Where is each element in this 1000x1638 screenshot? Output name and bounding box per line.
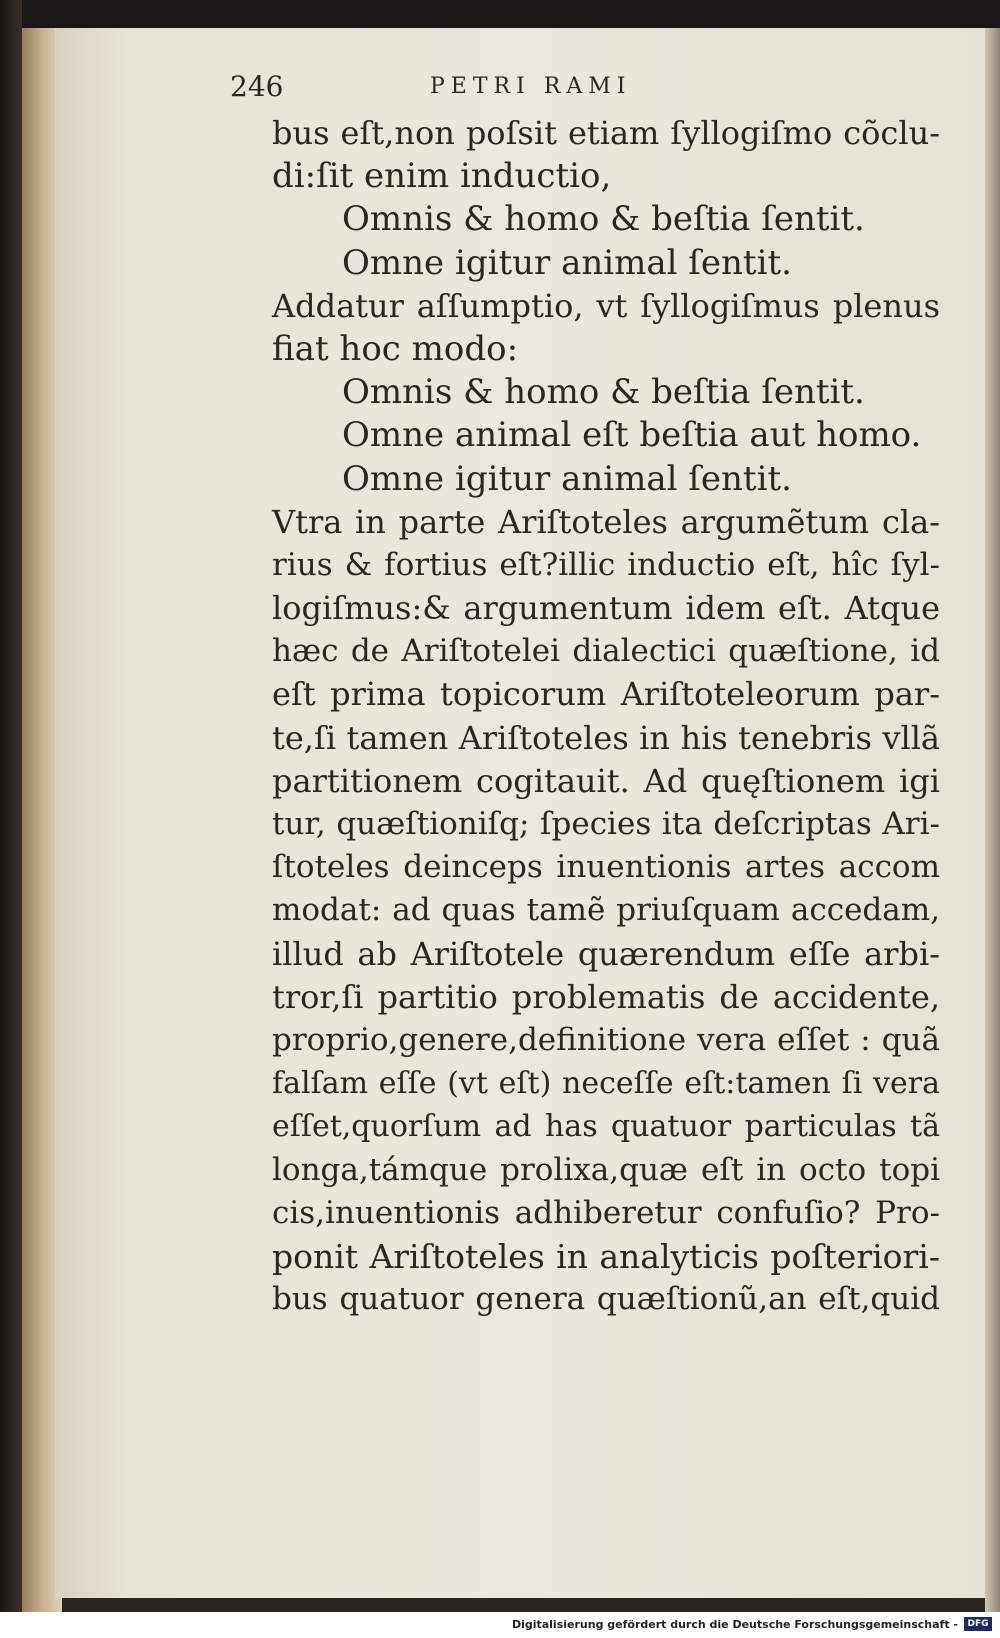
text-line: falſam eſſe (vt eſt) neceſſe eſt:tamen ſi vera <box>272 1066 940 1102</box>
text-line: modat: ad quas tamẽ priuſquam accedam, <box>272 892 940 929</box>
page-number: 246 <box>230 70 284 103</box>
body-text <box>272 112 940 1321</box>
text-line: bus quatuor genera quæſtionũ,an eſt,quid <box>272 1281 940 1318</box>
verse-line: Omne animal eſt beſtia aut homo. <box>342 415 922 456</box>
text-line: Addatur aſſumptio, vt ſyllogiſmus plenus <box>272 286 940 325</box>
dfg-logo: DFG <box>964 1617 992 1631</box>
text-line: rius & fortius eſt?illic inductio eſt, hîc ſyl- <box>272 546 940 583</box>
text-line: longa,támque prolixa,quæ eſt in octo topi <box>272 1151 940 1188</box>
verse-line: Omnis & homo & beſtia ſentit. <box>342 199 865 240</box>
text-line: ponit Ariſtoteles in analyticis poſteriori- <box>272 1236 940 1276</box>
text-line: bus eſt,non poſsit etiam ſyllogiſmo cõclu- <box>272 114 940 152</box>
verse-line: Omne igitur animal ſentit. <box>342 458 792 499</box>
running-head: PETRI RAMI <box>430 74 632 99</box>
text-line: ſtoteles deinceps inuentionis artes accom <box>272 849 940 886</box>
text-line: fiat hoc modo: <box>272 328 519 369</box>
verse-line: Omne igitur animal ſentit. <box>342 242 792 283</box>
scan-background-left <box>0 0 22 1638</box>
text-line: eſſet,quorſum ad has quatuor particulas tã <box>272 1109 940 1145</box>
text-line: te,ſi tamen Ariſtoteles in his tenebris vllã <box>272 718 940 757</box>
text-line: hæc de Ariſtotelei dialectici quæſtione, id <box>272 633 940 670</box>
text-line: tror,ſi partitio problematis de accidente, <box>272 977 940 1016</box>
page-header <box>230 68 930 108</box>
text-line: logiſmus:& argumentum idem eſt. Atque <box>272 589 940 628</box>
text-line: partitionem cogitauit. Ad quęſtionem igi <box>272 761 940 800</box>
digitization-credit: Digitalisierung gefördert durch die Deutsche Forschungsgemeinschaft - <box>511 1618 958 1631</box>
text-line: tur, quæſtioniſq; ſpecies ita deſcriptas Ari- <box>272 806 940 842</box>
scan-background-top <box>0 0 1000 30</box>
text-line: eſt prima topicorum Ariſtoteleorum par- <box>272 675 940 714</box>
facing-page-edge <box>985 28 1000 1618</box>
text-line: Vtra in parte Ariſtoteles argumẽtum cla- <box>272 502 940 541</box>
verse-line: Omnis & homo & beſtia ſentit. <box>342 372 865 413</box>
text-line: di:ſit enim inductio, <box>272 156 612 197</box>
text-line: cis,inuentionis adhiberetur confuſio? Pro- <box>272 1194 940 1231</box>
text-line: proprio,genere,definitione vera eſſet : quã <box>272 1021 940 1058</box>
text-line: illud ab Ariſtotele quærendum eſſe arbi- <box>272 934 940 973</box>
